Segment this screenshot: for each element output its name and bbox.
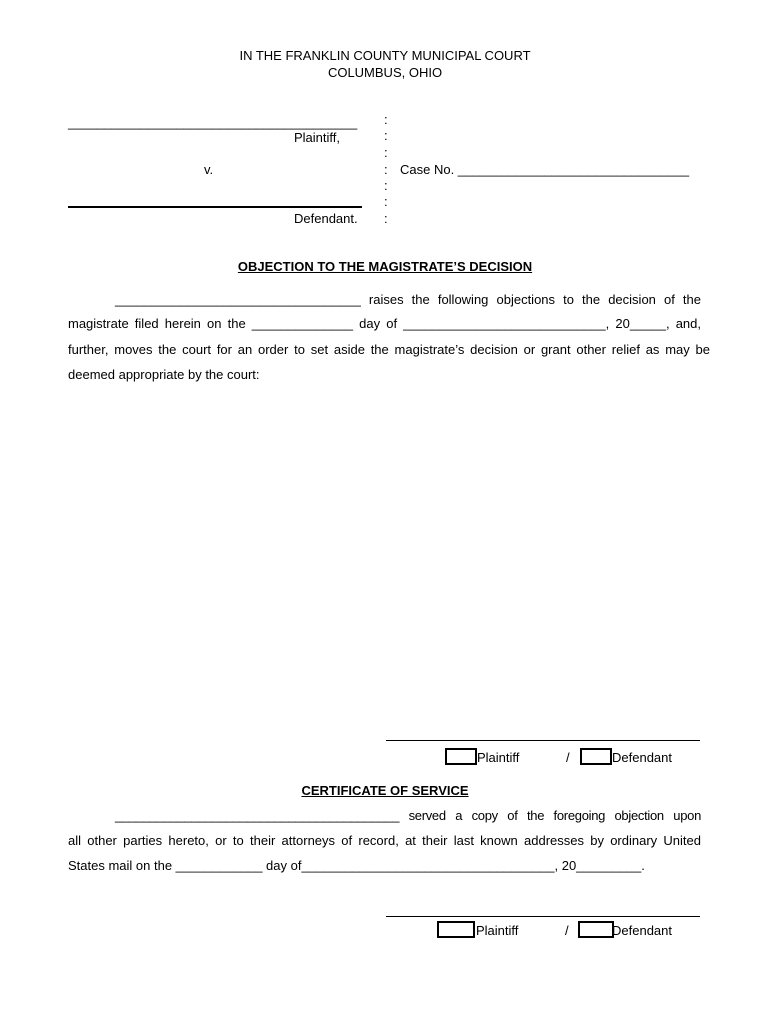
objection-line-1: __________________________________ raises the following objections to the decision of the [115, 292, 701, 307]
objection-line-2: magistrate filed herein on the ______________ day of ____________________________, 20_____, and, [68, 316, 701, 331]
court-location: COLUMBUS, OHIO [327, 65, 443, 80]
versus-label: v. [204, 162, 214, 177]
defendant-name-line [68, 206, 362, 208]
plaintiff-option-label: Plaintiff [477, 750, 520, 765]
caption-colon: : [384, 194, 388, 209]
option-separator: / [566, 750, 570, 765]
caption-colon: : [384, 128, 388, 143]
signature-line [386, 740, 700, 741]
plaintiff-name-line: ________________________________________ [68, 115, 358, 130]
certificate-line-3: States mail on the ____________ day of___________________________________, 20_________. [68, 858, 645, 873]
certificate-line-2: all other parties hereto, or to their attorneys of record, at their last known addresses by ordinary United [68, 833, 701, 848]
defendant-checkbox[interactable] [578, 921, 614, 938]
case-number-field: Case No. ________________________________ [400, 162, 690, 177]
plaintiff-checkbox[interactable] [437, 921, 475, 938]
plaintiff-option-label: Plaintiff [476, 923, 519, 938]
plaintiff-checkbox[interactable] [445, 748, 477, 765]
defendant-option-label: Defendant [612, 923, 672, 938]
option-separator: / [565, 923, 569, 938]
objection-line-3: further, moves the court for an order to set aside the magistrate’s decision or grant other relief as may be [68, 342, 710, 357]
defendant-option-label: Defendant [612, 750, 672, 765]
plaintiff-label: Plaintiff, [294, 130, 341, 145]
caption-colon: : [384, 211, 388, 226]
defendant-checkbox[interactable] [580, 748, 612, 765]
caption-colon: : [384, 145, 388, 160]
caption-colon: : [384, 162, 388, 177]
court-name: IN THE FRANKLIN COUNTY MUNICIPAL COURT [239, 48, 531, 63]
signature-line [386, 916, 700, 917]
objection-line-4: deemed appropriate by the court: [68, 367, 260, 382]
objection-title: OBJECTION TO THE MAGISTRATE’S DECISION [237, 259, 533, 274]
certificate-title: CERTIFICATE OF SERVICE [301, 783, 469, 798]
caption-colon: : [384, 112, 388, 127]
defendant-label: Defendant. [294, 211, 358, 226]
caption-colon: : [384, 178, 388, 193]
certificate-line-1: _________________________________________ served a copy of the foregoing objection upon [115, 808, 701, 823]
